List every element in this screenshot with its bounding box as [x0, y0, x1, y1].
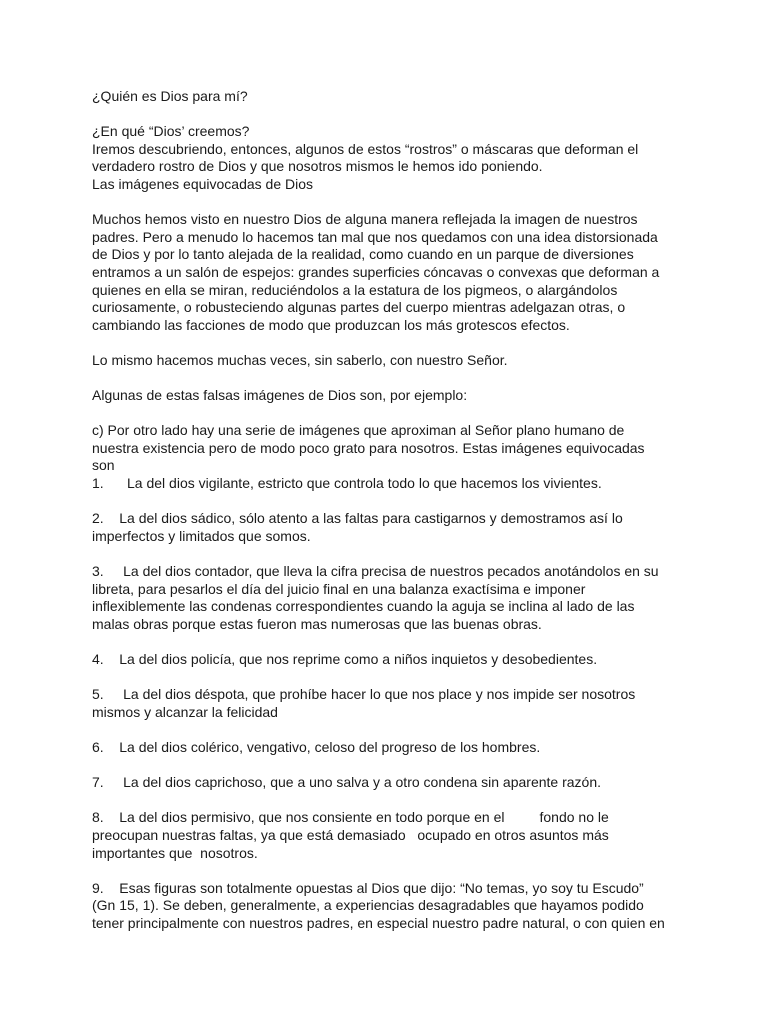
paragraph-mirrors — [92, 211, 752, 334]
list-item-line: 2. La del dios sádico, sólo atento a las faltas para castigarnos y demostramos así lo — [92, 510, 623, 527]
list-item-7 — [92, 774, 752, 792]
list-item-line: mismos y alcanzar la felicidad — [92, 703, 278, 720]
list-item-5 — [92, 686, 752, 721]
paragraph-line: Lo mismo hacemos muchas veces, sin saberlo, con nuestro Señor. — [92, 351, 508, 368]
intro-line: ¿En qué “Dios’ creemos? — [92, 123, 250, 140]
document-page — [92, 88, 752, 950]
paragraph-line: cambiando las facciones de modo que produzcan los más grotescos efectos. — [92, 316, 570, 333]
paragraph-line: quienes en ella se miran, reduciéndolos a la estatura de los pigmeos, o alargándolos — [92, 281, 618, 298]
intro-line: verdadero rostro de Dios y que nosotros mismos le hemos ido poniendo. — [92, 158, 543, 175]
list-item-line: 4. La del dios policía, que nos reprime como a niños inquietos y desobedientes. — [92, 651, 598, 667]
list-item-line: 7. La del dios caprichoso, que a uno salva y a otro condena sin aparente razón. — [92, 774, 601, 791]
paragraph-line: padres. Pero a menudo lo hacemos tan mal que nos quedamos con una idea distorsionada — [92, 228, 658, 245]
list-item-line: preocupan nuestras faltas, ya que está demasiado ocupado en otros asuntos más — [92, 826, 609, 843]
paragraph-line: Muchos hemos visto en nuestro Dios de alguna manera reflejada la imagen de nuestros — [92, 211, 638, 228]
paragraph-line: de Dios y por lo tanto alejada de la realidad, como cuando en un parque de diversiones — [92, 246, 634, 263]
document-title-block — [92, 88, 752, 106]
paragraph-examples — [92, 387, 752, 405]
list-item-line: imperfectos y limitados que somos. — [92, 527, 311, 544]
list-item-line: importantes que nosotros. — [92, 844, 258, 861]
list-item-line: 6. La del dios colérico, vengativo, celoso del progreso de los hombres. — [92, 738, 541, 755]
paragraph-same — [92, 352, 752, 370]
list-item-4 — [92, 651, 752, 669]
list-item-2 — [92, 510, 752, 545]
paragraph-images-list-intro — [92, 422, 752, 492]
paragraph-line: Algunas de estas falsas imágenes de Dios son, por ejemplo: — [92, 387, 468, 404]
paragraph-line: c) Por otro lado hay una serie de imágenes que aproximan al Señor plano humano de — [92, 422, 625, 439]
paragraph-line: entramos a un salón de espejos: grandes superficies cóncavas o convexas que deforman a — [92, 263, 660, 280]
paragraph-line: curiosamente, o robusteciendo algunas partes del cuerpo mientras adelgazan otras, o — [92, 299, 626, 316]
paragraph-line: son — [92, 457, 115, 474]
list-item-6 — [92, 739, 752, 757]
list-item-line: 8. La del dios permisivo, que nos consiente en todo porque en el fondo no le — [92, 809, 609, 826]
intro-line: Iremos descubriendo, entonces, algunos de estos “rostros” o máscaras que deforman el — [92, 140, 639, 157]
document-title: ¿Quién es Dios para mí? — [92, 88, 248, 104]
list-item-line: malas obras porque estas fueron mas numerosas que las buenas obras. — [92, 615, 542, 632]
list-item-1: 1. La del dios vigilante, estricto que controla todo lo que hacemos los vivientes. — [92, 475, 602, 492]
paragraph-line: nuestra existencia pero de modo poco grato para nosotros. Estas imágenes equivocadas — [92, 439, 645, 456]
list-item-line: inflexiblemente las condenas correspondientes cuando la aguja se inclina al lado de las — [92, 598, 635, 615]
list-item-line: 5. La del dios déspota, que prohíbe hacer lo que nos place y nos impide ser nosotros — [92, 686, 636, 703]
list-item-line: (Gn 15, 1). Se deben, generalmente, a experiencias desagradables que hayamos podido — [92, 897, 644, 914]
list-item-line: 3. La del dios contador, que lleva la cifra precisa de nuestros pecados anotándolos en su — [92, 563, 659, 580]
list-item-line: 9. Esas figuras son totalmente opuestas al Dios que dijo: “No temas, yo soy tu Escudo” — [92, 879, 644, 896]
list-item-8 — [92, 809, 752, 862]
intro-paragraph — [92, 123, 752, 193]
list-item-line: tener principalmente con nuestros padres, en especial nuestro padre natural, o con quien en — [92, 914, 665, 931]
list-item-9 — [92, 880, 752, 933]
intro-heading: Las imágenes equivocadas de Dios — [92, 175, 314, 192]
list-item-line: libreta, para pesarlos el día del juicio final en una balanza exactísima e imponer — [92, 580, 586, 597]
list-item-3 — [92, 563, 752, 633]
